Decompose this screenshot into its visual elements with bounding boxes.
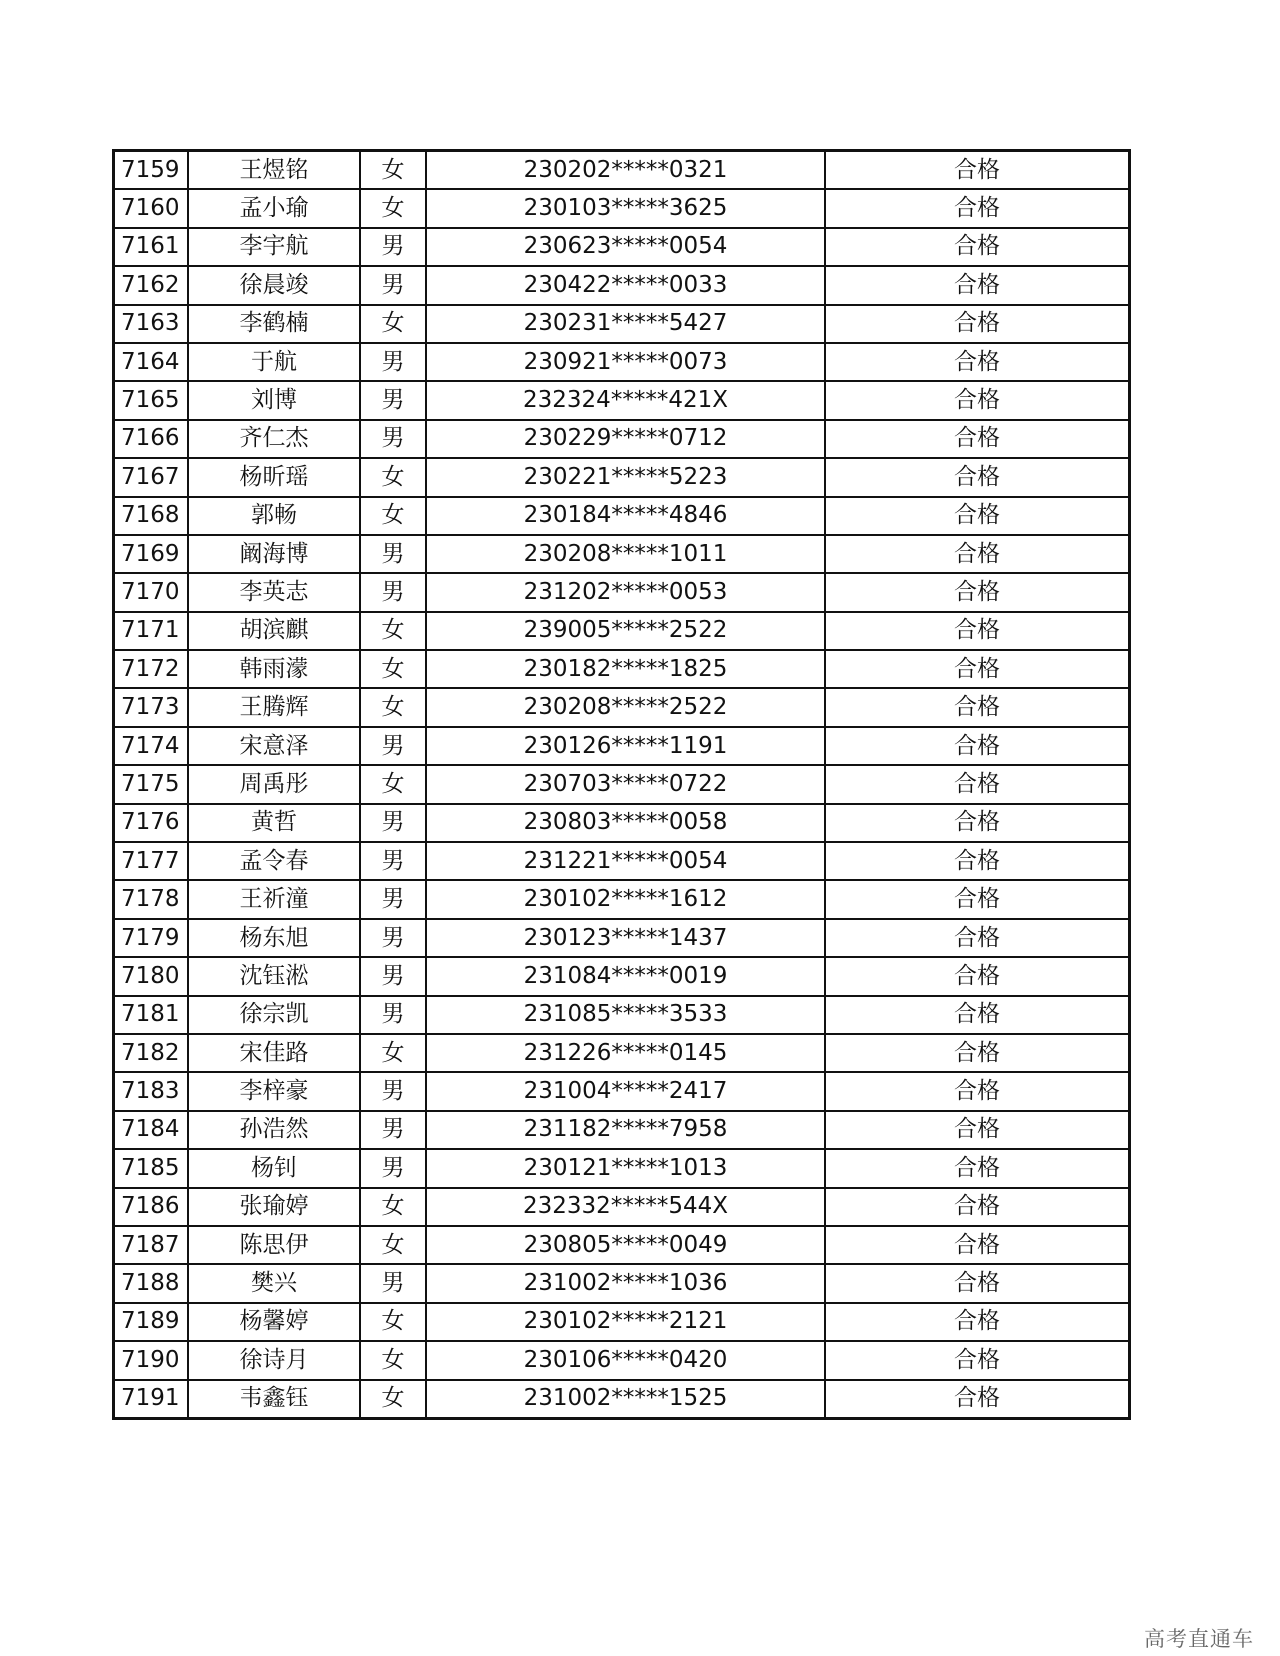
cell-name: 王祈潼: [188, 880, 360, 918]
table-row: [114, 573, 1130, 611]
cell-number: 7168: [114, 497, 189, 535]
cell-number: 7162: [114, 266, 189, 304]
cell-result: 合格: [825, 1149, 1130, 1187]
cell-result: 合格: [825, 1341, 1130, 1379]
cell-gender: 女: [360, 305, 426, 343]
table-row: [114, 842, 1130, 880]
cell-number: 7159: [114, 151, 189, 190]
table-row: [114, 612, 1130, 650]
cell-name: 胡滨麒: [188, 612, 360, 650]
cell-result: 合格: [825, 1072, 1130, 1110]
cell-name: 徐宗凯: [188, 996, 360, 1034]
cell-result: 合格: [825, 1264, 1130, 1302]
cell-number: 7177: [114, 842, 189, 880]
cell-gender: 女: [360, 650, 426, 688]
cell-number: 7166: [114, 420, 189, 458]
cell-name: 李鹤楠: [188, 305, 360, 343]
table-row: [114, 381, 1130, 419]
table-row: [114, 880, 1130, 918]
cell-gender: 男: [360, 842, 426, 880]
cell-result: 合格: [825, 1111, 1130, 1149]
table-row: [114, 1303, 1130, 1341]
cell-result: 合格: [825, 996, 1130, 1034]
cell-name: 徐晨竣: [188, 266, 360, 304]
cell-id-number: 232332*****544X: [426, 1188, 825, 1226]
cell-id-number: 230422*****0033: [426, 266, 825, 304]
table-row: [114, 957, 1130, 995]
cell-id-number: 231226*****0145: [426, 1034, 825, 1072]
table-row: [114, 1188, 1130, 1226]
cell-number: 7175: [114, 765, 189, 803]
cell-id-number: 230126*****1191: [426, 727, 825, 765]
cell-name: 樊兴: [188, 1264, 360, 1302]
results-table: [112, 149, 1131, 1420]
cell-gender: 男: [360, 996, 426, 1034]
table-row: [114, 151, 1130, 190]
cell-number: 7165: [114, 381, 189, 419]
cell-name: 杨钊: [188, 1149, 360, 1187]
cell-id-number: 231221*****0054: [426, 842, 825, 880]
cell-gender: 男: [360, 343, 426, 381]
cell-name: 刘博: [188, 381, 360, 419]
cell-gender: 女: [360, 1341, 426, 1379]
cell-name: 张瑜婷: [188, 1188, 360, 1226]
cell-number: 7185: [114, 1149, 189, 1187]
cell-number: 7163: [114, 305, 189, 343]
cell-gender: 女: [360, 1188, 426, 1226]
cell-gender: 男: [360, 880, 426, 918]
cell-gender: 男: [360, 727, 426, 765]
cell-name: 杨昕瑶: [188, 458, 360, 496]
cell-name: 郭畅: [188, 497, 360, 535]
table-row: [114, 497, 1130, 535]
cell-name: 孟小瑜: [188, 189, 360, 227]
cell-id-number: 230623*****0054: [426, 228, 825, 266]
cell-result: 合格: [825, 1303, 1130, 1341]
cell-number: 7164: [114, 343, 189, 381]
table-row: [114, 765, 1130, 803]
cell-name: 韦鑫钰: [188, 1380, 360, 1419]
cell-id-number: 232324*****421X: [426, 381, 825, 419]
cell-result: 合格: [825, 919, 1130, 957]
cell-result: 合格: [825, 765, 1130, 803]
table-row: [114, 535, 1130, 573]
cell-name: 韩雨濛: [188, 650, 360, 688]
cell-number: 7191: [114, 1380, 189, 1419]
table-row: [114, 804, 1130, 842]
cell-gender: 男: [360, 1072, 426, 1110]
table-row: [114, 458, 1130, 496]
cell-id-number: 230208*****2522: [426, 688, 825, 726]
cell-result: 合格: [825, 612, 1130, 650]
cell-number: 7183: [114, 1072, 189, 1110]
cell-id-number: 230803*****0058: [426, 804, 825, 842]
cell-result: 合格: [825, 458, 1130, 496]
table-row: [114, 1149, 1130, 1187]
cell-gender: 女: [360, 688, 426, 726]
cell-name: 齐仁杰: [188, 420, 360, 458]
cell-number: 7160: [114, 189, 189, 227]
cell-number: 7176: [114, 804, 189, 842]
table-row: [114, 420, 1130, 458]
cell-number: 7173: [114, 688, 189, 726]
cell-number: 7174: [114, 727, 189, 765]
cell-id-number: 230805*****0049: [426, 1226, 825, 1264]
table-row: [114, 919, 1130, 957]
cell-gender: 男: [360, 919, 426, 957]
cell-gender: 男: [360, 573, 426, 611]
cell-number: 7169: [114, 535, 189, 573]
cell-id-number: 230103*****3625: [426, 189, 825, 227]
table-row: [114, 1380, 1130, 1419]
cell-gender: 女: [360, 765, 426, 803]
cell-id-number: 230102*****2121: [426, 1303, 825, 1341]
cell-number: 7179: [114, 919, 189, 957]
cell-id-number: 230221*****5223: [426, 458, 825, 496]
cell-name: 宋意泽: [188, 727, 360, 765]
cell-id-number: 239005*****2522: [426, 612, 825, 650]
results-table-body: [114, 151, 1130, 1419]
cell-gender: 男: [360, 228, 426, 266]
cell-id-number: 230921*****0073: [426, 343, 825, 381]
cell-gender: 男: [360, 1264, 426, 1302]
cell-name: 陈思伊: [188, 1226, 360, 1264]
table-row: [114, 189, 1130, 227]
cell-result: 合格: [825, 804, 1130, 842]
cell-id-number: 230184*****4846: [426, 497, 825, 535]
table-row: [114, 1034, 1130, 1072]
watermark-text: 高考直通车: [1144, 1627, 1254, 1651]
table-row: [114, 1264, 1130, 1302]
cell-gender: 男: [360, 957, 426, 995]
cell-id-number: 231004*****2417: [426, 1072, 825, 1110]
cell-id-number: 230208*****1011: [426, 535, 825, 573]
table-row: [114, 1226, 1130, 1264]
cell-name: 孟令春: [188, 842, 360, 880]
cell-result: 合格: [825, 688, 1130, 726]
cell-number: 7186: [114, 1188, 189, 1226]
cell-id-number: 230123*****1437: [426, 919, 825, 957]
cell-id-number: 230121*****1013: [426, 1149, 825, 1187]
cell-id-number: 230231*****5427: [426, 305, 825, 343]
cell-id-number: 231084*****0019: [426, 957, 825, 995]
cell-result: 合格: [825, 228, 1130, 266]
cell-gender: 男: [360, 266, 426, 304]
cell-gender: 女: [360, 612, 426, 650]
cell-gender: 女: [360, 189, 426, 227]
cell-id-number: 230202*****0321: [426, 151, 825, 190]
cell-number: 7187: [114, 1226, 189, 1264]
cell-result: 合格: [825, 1226, 1130, 1264]
cell-result: 合格: [825, 305, 1130, 343]
cell-number: 7170: [114, 573, 189, 611]
cell-id-number: 231182*****7958: [426, 1111, 825, 1149]
cell-gender: 女: [360, 1303, 426, 1341]
cell-gender: 女: [360, 497, 426, 535]
cell-gender: 男: [360, 1111, 426, 1149]
cell-number: 7180: [114, 957, 189, 995]
cell-number: 7171: [114, 612, 189, 650]
table-row: [114, 1341, 1130, 1379]
cell-result: 合格: [825, 381, 1130, 419]
cell-result: 合格: [825, 420, 1130, 458]
cell-number: 7172: [114, 650, 189, 688]
cell-gender: 女: [360, 1034, 426, 1072]
cell-result: 合格: [825, 842, 1130, 880]
cell-name: 杨馨婷: [188, 1303, 360, 1341]
cell-result: 合格: [825, 343, 1130, 381]
table-row: [114, 305, 1130, 343]
cell-name: 李梓豪: [188, 1072, 360, 1110]
cell-name: 孙浩然: [188, 1111, 360, 1149]
cell-name: 徐诗月: [188, 1341, 360, 1379]
cell-result: 合格: [825, 266, 1130, 304]
cell-result: 合格: [825, 573, 1130, 611]
cell-result: 合格: [825, 1034, 1130, 1072]
cell-id-number: 230102*****1612: [426, 880, 825, 918]
cell-gender: 男: [360, 535, 426, 573]
cell-number: 7167: [114, 458, 189, 496]
cell-result: 合格: [825, 1380, 1130, 1419]
cell-result: 合格: [825, 957, 1130, 995]
cell-number: 7182: [114, 1034, 189, 1072]
cell-result: 合格: [825, 650, 1130, 688]
cell-id-number: 231002*****1036: [426, 1264, 825, 1302]
cell-name: 于航: [188, 343, 360, 381]
cell-id-number: 231085*****3533: [426, 996, 825, 1034]
cell-name: 王腾辉: [188, 688, 360, 726]
cell-id-number: 230106*****0420: [426, 1341, 825, 1379]
table-row: [114, 1072, 1130, 1110]
table-row: [114, 266, 1130, 304]
cell-id-number: 230229*****0712: [426, 420, 825, 458]
cell-gender: 男: [360, 804, 426, 842]
table-row: [114, 727, 1130, 765]
cell-number: 7184: [114, 1111, 189, 1149]
table-row: [114, 650, 1130, 688]
cell-name: 李宇航: [188, 228, 360, 266]
cell-gender: 女: [360, 458, 426, 496]
cell-result: 合格: [825, 189, 1130, 227]
cell-gender: 男: [360, 1149, 426, 1187]
cell-result: 合格: [825, 535, 1130, 573]
cell-number: 7190: [114, 1341, 189, 1379]
cell-number: 7181: [114, 996, 189, 1034]
cell-result: 合格: [825, 1188, 1130, 1226]
table-row: [114, 688, 1130, 726]
cell-result: 合格: [825, 151, 1130, 190]
cell-gender: 男: [360, 420, 426, 458]
cell-name: 黄哲: [188, 804, 360, 842]
table-row: [114, 343, 1130, 381]
cell-name: 李英志: [188, 573, 360, 611]
cell-name: 宋佳路: [188, 1034, 360, 1072]
cell-number: 7161: [114, 228, 189, 266]
cell-name: 周禹彤: [188, 765, 360, 803]
cell-name: 沈钰淞: [188, 957, 360, 995]
cell-gender: 女: [360, 1380, 426, 1419]
cell-number: 7188: [114, 1264, 189, 1302]
cell-gender: 女: [360, 151, 426, 190]
cell-name: 阚海博: [188, 535, 360, 573]
cell-name: 王煜铭: [188, 151, 360, 190]
table-row: [114, 228, 1130, 266]
cell-number: 7178: [114, 880, 189, 918]
cell-id-number: 230182*****1825: [426, 650, 825, 688]
cell-gender: 男: [360, 381, 426, 419]
cell-result: 合格: [825, 497, 1130, 535]
cell-result: 合格: [825, 880, 1130, 918]
cell-id-number: 231202*****0053: [426, 573, 825, 611]
cell-id-number: 230703*****0722: [426, 765, 825, 803]
cell-name: 杨东旭: [188, 919, 360, 957]
table-row: [114, 1111, 1130, 1149]
cell-number: 7189: [114, 1303, 189, 1341]
cell-gender: 女: [360, 1226, 426, 1264]
cell-id-number: 231002*****1525: [426, 1380, 825, 1419]
cell-result: 合格: [825, 727, 1130, 765]
table-row: [114, 996, 1130, 1034]
